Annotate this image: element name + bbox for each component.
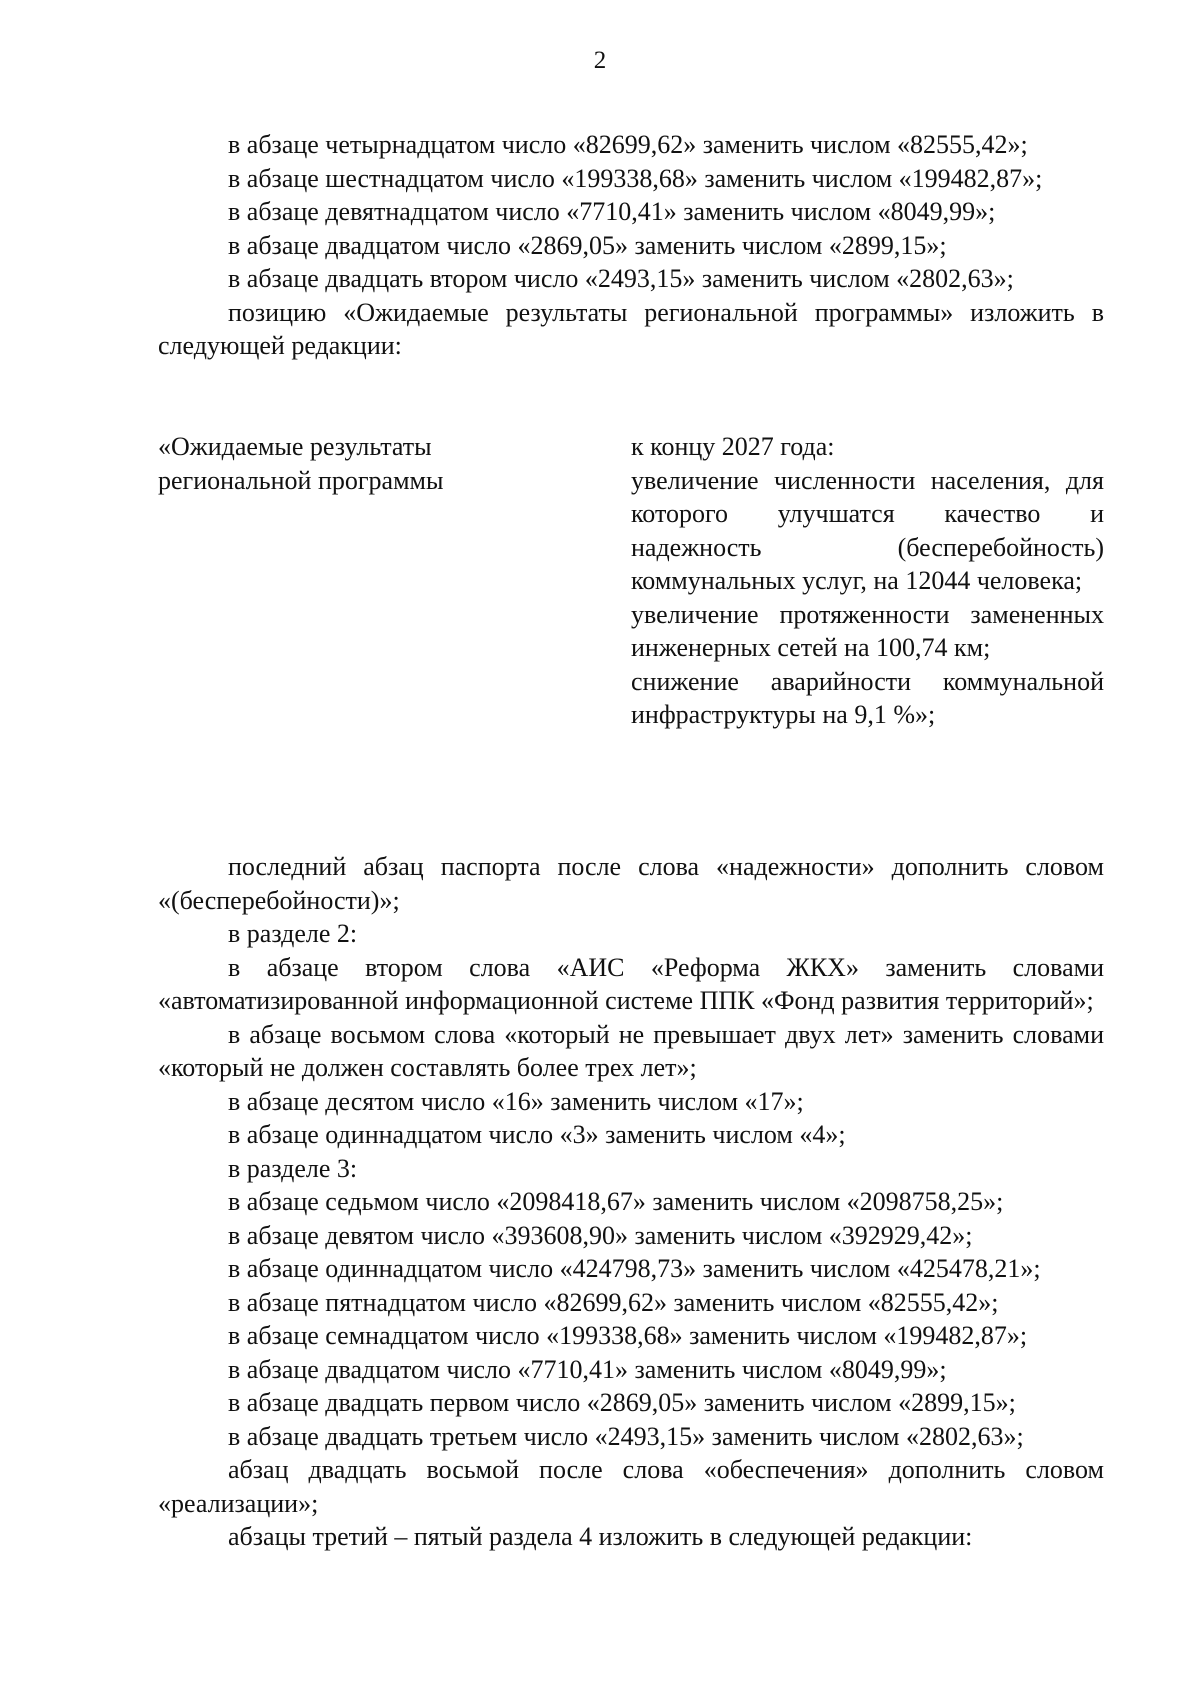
amendment-paragraph: в абзаце пятнадцатом число «82699,62» заменить числом «82555,42»; <box>228 1287 999 1317</box>
amendment-paragraph: в абзаце двадцать втором число «2493,15» заменить числом «2802,63»; <box>228 264 1014 293</box>
amendment-paragraph: в абзаце двадцатом число «7710,41» заменить числом «8049,99»; <box>228 1354 947 1384</box>
position-item: увеличение протяженности замененных инженерных сетей на 100,74 км; <box>631 599 1104 662</box>
position-label: «Ожидаемые результаты региональной программы <box>158 432 444 495</box>
position-item: снижение аварийности коммунальной инфраструктуры на 9,1 %»; <box>631 666 1104 729</box>
amendment-paragraph: в абзаце семнадцатом число «199338,68» заменить числом «199482,87»; <box>228 1321 1028 1350</box>
amendment-paragraph: в абзаце одиннадцатом число «424798,73» заменить числом «425478,21»; <box>228 1254 1041 1283</box>
amendment-paragraph: в абзаце шестнадцатом число «199338,68» заменить числом «199482,87»; <box>228 163 1043 193</box>
amendment-paragraph: в абзаце двадцать первом число «2869,05» заменить числом «2899,15»; <box>228 1388 1016 1417</box>
position-content <box>631 430 1104 732</box>
position-item: к концу 2027 года: <box>631 432 835 461</box>
amendment-paragraph: в абзаце двадцатом число «2869,05» заменить числом «2899,15»; <box>228 230 947 260</box>
amendment-paragraph: в абзаце десятом число «16» заменить числом «17»; <box>228 1086 804 1116</box>
amendment-paragraph: в абзаце девятом число «393608,90» заменить числом «392929,42»; <box>228 1220 973 1250</box>
amendment-paragraph: в абзаце девятнадцатом число «7710,41» заменить числом «8049,99»; <box>228 197 996 226</box>
amendment-paragraph: в абзаце двадцать третьем число «2493,15» заменить числом «2802,63»; <box>228 1421 1024 1451</box>
position-item: увеличение численности населения, для которого улучшатся качество и надежность (бесперебойность) коммунальных услуг, на 12044 человека; <box>631 465 1104 595</box>
amendments-section-2 <box>158 850 1104 1554</box>
amendment-paragraph: абзацы третий – пятый раздела 4 изложить в следующей редакции: <box>228 1522 973 1551</box>
amendment-paragraph: в абзаце седьмом число «2098418,67» заменить числом «2098758,25»; <box>228 1187 1004 1216</box>
amendment-paragraph: абзац двадцать восьмой после слова «обеспечения» дополнить словом «реализации»; <box>158 1455 1104 1518</box>
amendment-paragraph: позицию «Ожидаемые результаты региональной программы» изложить в следующей редакции: <box>158 297 1104 360</box>
amendment-paragraph: в разделе 3: <box>228 1153 358 1183</box>
amendment-paragraph: в абзаце втором слова «АИС «Реформа ЖКХ» заменить словами «автоматизированной информационной системе ППК «Фонд развития территорий»; <box>158 952 1104 1015</box>
amendments-section-1 <box>158 128 1104 363</box>
page-number: 2 <box>593 47 607 74</box>
amendment-paragraph: в абзаце одиннадцатом число «3» заменить числом «4»; <box>228 1120 846 1149</box>
amendment-paragraph: последний абзац паспорта после слова «надежности» дополнить словом «(бесперебойности)»; <box>158 852 1104 915</box>
amendment-paragraph: в абзаце четырнадцатом число «82699,62» заменить числом «82555,42»; <box>228 130 1028 159</box>
amendment-paragraph: в абзаце восьмом слова «который не превышает двух лет» заменить словами «который не должен составлять более трех лет»; <box>158 1019 1104 1082</box>
amendment-paragraph: в разделе 2: <box>228 919 358 948</box>
